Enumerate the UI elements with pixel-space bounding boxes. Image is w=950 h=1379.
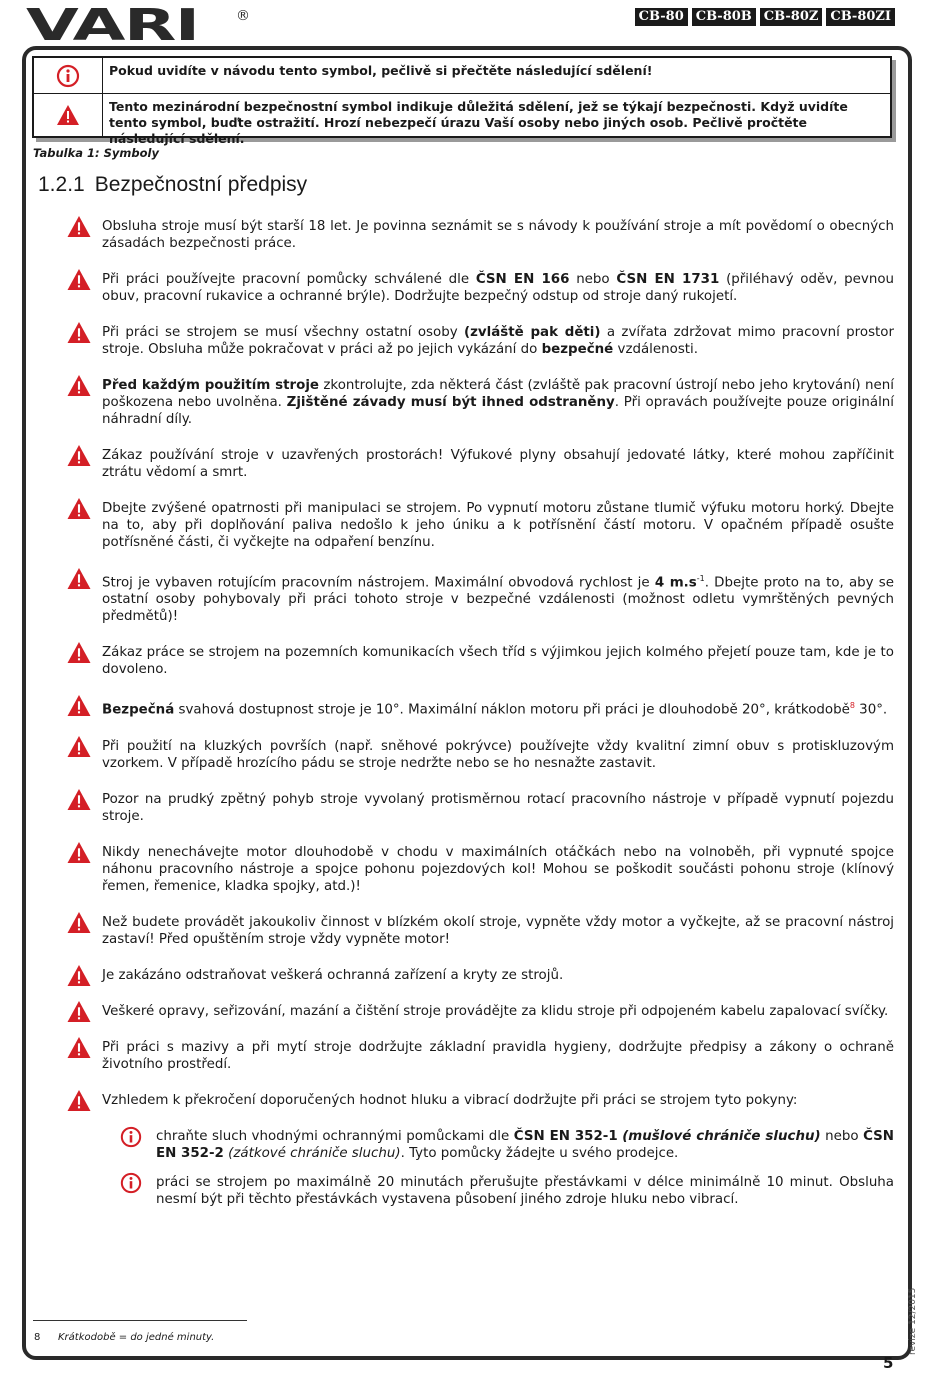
registered-mark: ® — [236, 8, 250, 24]
text-run: (mušlové chrániče sluchu) — [622, 1128, 821, 1144]
text-run: . Při opravách používejte pouze originální náhradní díly. — [102, 395, 894, 427]
safety-rule — [64, 1003, 894, 1020]
text-run: chraňte sluch vhodnými ochrannými pomůckami dle — [156, 1128, 514, 1144]
warning-icon — [66, 497, 92, 520]
noise-guideline — [64, 1128, 894, 1162]
table-caption: Tabulka 1: Symboly — [33, 146, 159, 160]
text-run: Stroj je vybaven rotujícím pracovním nástrojem. Maximální obvodová rychlost je — [102, 575, 655, 591]
safety-rule — [64, 447, 894, 481]
safety-rule — [64, 1092, 894, 1109]
vari-logo — [26, 0, 199, 51]
model-badges — [635, 8, 895, 26]
text-run: ČSN EN 352-1 — [513, 1128, 618, 1144]
warning-icon — [66, 788, 92, 811]
text-run: . Tyto pomůcky žádejte u svého prodejce. — [400, 1145, 679, 1161]
warning-icon — [66, 841, 92, 864]
safety-rule — [64, 697, 894, 718]
warning-icon — [66, 374, 92, 397]
symbols-table — [32, 56, 892, 146]
text-run: nebo — [569, 272, 617, 287]
text-run: Při práci používejte pracovní pomůcky schválené dle — [102, 272, 476, 287]
warning-icon — [66, 641, 92, 664]
text-run: zkontrolujte, zda některá část (zvláště pak pracovní ústrojí nebo jeho krytování) není poškozena nebo uvolněna. — [102, 378, 894, 410]
text-run: Je zakázáno odstraňovat veškerá ochranná zařízení a kryty ze strojů. — [102, 967, 564, 983]
warning-icon — [66, 694, 92, 717]
safety-rule — [64, 644, 894, 678]
text-run: -1 — [696, 574, 705, 583]
safety-rule — [64, 967, 894, 984]
text-run: Před každým použitím stroje — [102, 378, 319, 393]
model-badge: CB-80Z — [760, 8, 823, 26]
safety-rule — [64, 271, 894, 305]
footnote-separator — [33, 1320, 247, 1321]
page-number: 5 — [883, 1354, 894, 1372]
text-run: (přiléhavý oděv, pevnou obuv, pracovní rukavice a ochranné brýle). Dodržujte bezpečný odstup od stroje daný rukojetí. — [102, 272, 894, 304]
warning-icon — [66, 1036, 92, 1059]
text-run: ČSN EN 352-2 — [156, 1128, 894, 1161]
model-badge: CB-80ZI — [826, 8, 895, 26]
text-run: 8 — [849, 701, 855, 711]
text-run: Pozor na prudký zpětný pohyb stroje vyvolaný protisměrnou rotací pracovního nástroje v případě vypnutí pojezdu stroje. — [102, 791, 894, 824]
text-run: Zákaz práce se strojem na pozemních komunikacích všech tříd s výjimkou jejich kolmého přejetí pouze tam, kde je to dovoleno. — [102, 645, 894, 678]
warning-icon — [56, 104, 80, 126]
safety-rule — [64, 914, 894, 948]
info-icon — [120, 1172, 142, 1194]
warning-icon — [66, 215, 92, 238]
symbol-cell — [34, 58, 103, 93]
warning-icon — [66, 1089, 92, 1112]
text-run: . Dbejte proto na to, aby se ostatní osoby pohybovaly při práci tohoto stroje v bezpečné vzdálenosti (možnost odletu vymrštěných pevných předmětů)! — [102, 575, 894, 625]
text-run: Nikdy nenechávejte motor dlouhodobě v chodu v maximálních otáčkách nebo na volnoběh, při vypnuté spojce náhonu pracovního nástroje a spojce pohonu pojezdových kol! Mohou se poškodit součásti pohonu stroje (klínový řemen, řemenice, kladka spojky, atd.)! — [102, 844, 894, 894]
warning-icon — [66, 964, 92, 987]
section-number: 1.2.1 — [38, 173, 85, 196]
warning-icon — [66, 1000, 92, 1023]
info-icon — [56, 64, 80, 88]
warning-icon — [66, 321, 92, 344]
text-run: Veškeré opravy, seřizování, mazání a čištění stroje provádějte za klidu stroje při odpojeném kabelu zapalovací svíčky. — [102, 1003, 889, 1019]
warning-icon — [66, 911, 92, 934]
text-run: práci se strojem po maximálně 20 minutách přerušujte přestávkami v délce minimálně 10 minut. Obsluha nesmí být při těchto přestávkách vystavena působení jiného zdroje hluku nebo vibrací. — [156, 1174, 894, 1207]
text-run: (zátkové chrániče sluchu) — [228, 1145, 401, 1161]
revision-label: revize 12/2015 — [908, 1287, 918, 1355]
safety-rule — [64, 738, 894, 772]
section-heading — [38, 173, 307, 197]
symbols-row-warning — [34, 94, 890, 146]
symbol-description: Pokud uvidíte v návodu tento symbol, pečlivě si přečtěte následující sdělení! — [109, 63, 653, 78]
safety-rule — [64, 377, 894, 428]
model-badge: CB-80B — [692, 8, 756, 26]
text-run: 4 m.s — [654, 575, 697, 591]
text-run: a zvířata zdržovat mimo pracovní prostor stroje. Obsluha může pokračovat v práci až po jejich vykázání do — [102, 325, 894, 357]
safety-rules-list — [64, 218, 894, 1220]
text-run: vzdálenosti. — [613, 342, 699, 357]
text-run: Při práci s mazivy a při mytí stroje dodržujte základní pravidla hygieny, dodržujte předpisy a zákony o ochraně životního prostředí. — [102, 1039, 894, 1072]
safety-rule — [64, 791, 894, 825]
warning-icon — [66, 735, 92, 758]
text-run: Dbejte zvýšené opatrnosti při manipulaci se strojem. Po vypnutí motoru zůstane tlumič výfuku motoru horký. Dbejte na to, aby při doplňování paliva nedošlo k jeho úniku a k potřísnění částí motoru. V opačném případě osušte potřísněné části, či vyčkejte na odpaření benzínu. — [102, 501, 894, 550]
safety-rule — [64, 1039, 894, 1073]
warning-icon — [66, 268, 92, 291]
footnote-number: 8 — [34, 1332, 41, 1343]
warning-icon — [66, 567, 92, 590]
safety-rule — [64, 570, 894, 625]
text-run: Při použití na kluzkých površích (např. sněhové pokrývce) používejte vždy kvalitní zimní obuv s protiskluzovým vzorkem. V případě hrozícího pádu se stroje nedržte nebo se ho nesnažte zastavit. — [102, 738, 894, 771]
safety-rule — [64, 218, 894, 252]
text-run: Obsluha stroje musí být starší 18 let. Je povinna seznámit se s návody k používání stroje a mít povědomí o obecných zásadách bezpečnosti práce. — [102, 219, 894, 251]
warning-icon — [66, 444, 92, 467]
text-run: Zjištěné závady musí být ihned odstraněny — [286, 395, 615, 410]
text-run: nebo — [820, 1128, 864, 1144]
footnote-text: Krátkodobě = do jedné minuty. — [58, 1332, 215, 1343]
logo-text: VARI — [26, 0, 199, 51]
symbol-description: Tento mezinárodní bezpečnostní symbol indikuje důležitá sdělení, jež se týkají bezpečnosti. Když uvidíte tento symbol, buďte ostražití. Hrozí nebezpečí úrazu Vaší osoby nebo jiných osob. Pečlivě pročtěte následující sdělení. — [109, 99, 848, 146]
text-run: 30°. — [854, 702, 888, 718]
model-badge: CB-80 — [635, 8, 688, 26]
text-run: Než budete provádět jakoukoliv činnost v blízkém okolí stroje, vypněte vždy motor a vyčkejte, až se pracovní nástroj zastaví! Před opuštěním stroje vždy vypněte motor! — [102, 914, 894, 947]
text-run: ČSN EN 166 — [475, 272, 570, 287]
text-run: svahová dostupnost stroje je 10°. Maximální náklon motoru při práci je dlouhodobě 20°, krátkodobě — [174, 702, 850, 718]
safety-rule — [64, 324, 894, 358]
text-run: Vzhledem k překročení doporučených hodnot hluku a vibrací dodržujte při práci se strojem tyto pokyny: — [102, 1092, 798, 1108]
section-title: Bezpečnostní předpisy — [94, 173, 308, 196]
info-icon — [120, 1126, 142, 1148]
text-run: Při práci se strojem se musí všechny ostatní osoby — [102, 325, 464, 340]
symbols-row-info — [34, 58, 890, 94]
symbol-cell — [34, 94, 103, 136]
safety-rule — [64, 844, 894, 895]
text-run: bezpečné — [541, 342, 614, 357]
text-run: Bezpečná — [102, 702, 175, 718]
text-run: Zákaz používání stroje v uzavřených prostorách! Výfukové plyny obsahují jedovaté látky, které mohou zapříčinit ztrátu vědomí a smrt. — [102, 448, 894, 480]
text-run: ČSN EN 1731 — [616, 272, 720, 287]
safety-rule — [64, 500, 894, 551]
text-run: (zvláště pak děti) — [464, 325, 601, 340]
noise-guideline — [64, 1174, 894, 1208]
